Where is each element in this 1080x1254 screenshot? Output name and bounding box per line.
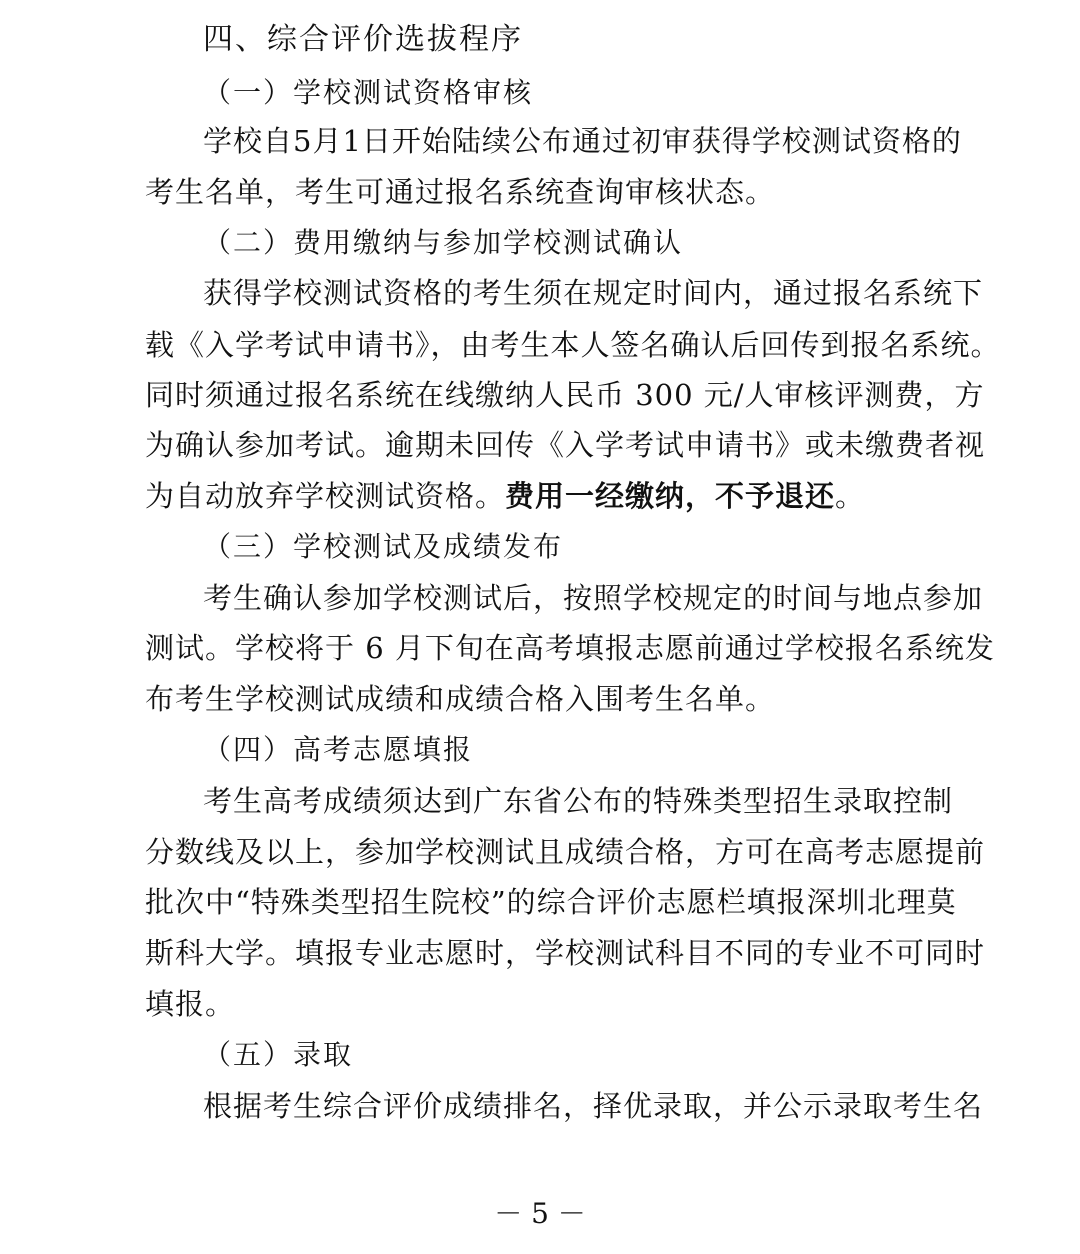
section-heading: 四、综合评价选拔程序 <box>203 22 523 57</box>
paragraph-line: 考生高考成绩须达到广东省公布的特殊类型招生录取控制 <box>203 784 954 818</box>
paragraph-line: 测试。学校将于 6 月下旬在高考填报志愿前通过学校报名系统发 <box>145 631 995 665</box>
paragraph-line: 分数线及以上，参加学校测试且成绩合格，方可在高考志愿提前 <box>145 835 986 869</box>
paragraph-line: 获得学校测试资格的考生须在规定时间内，通过报名系统下 <box>203 276 984 310</box>
paragraph-line: 填报。 <box>145 987 236 1021</box>
paragraph-line: 考生名单，考生可通过报名系统查询审核状态。 <box>145 175 776 209</box>
subsection-heading-5: （五）录取 <box>203 1038 354 1071</box>
subsection-heading-1: （一）学校测试资格审核 <box>203 76 534 109</box>
paragraph-line: 同时须通过报名系统在线缴纳人民币 300 元/人审核评测费，方 <box>145 378 985 412</box>
paragraph-line: 斯科大学。填报专业志愿时，学校测试科目不同的专业不可同时 <box>145 936 986 970</box>
paragraph-line: 根据考生综合评价成绩排名，择优录取，并公示录取考生名 <box>203 1089 984 1123</box>
paragraph-line-with-emphasis <box>145 476 865 516</box>
page-number: － 5 － <box>494 1197 586 1230</box>
paragraph-text: 为自动放弃学校测试资格。 <box>145 479 506 513</box>
subsection-heading-3: （三）学校测试及成绩发布 <box>203 530 564 563</box>
paragraph-line: 载《入学考试申请书》，由考生本人签名确认后回传到报名系统。 <box>145 328 1001 362</box>
subsection-heading-2: （二）费用缴纳与参加学校测试确认 <box>203 226 684 259</box>
paragraph-line: 考生确认参加学校测试后，按照学校规定的时间与地点参加 <box>203 581 984 615</box>
paragraph-line: 布考生学校测试成绩和成绩合格入围考生名单。 <box>145 682 776 716</box>
fee-nonrefundable-emphasis: 费用一经缴纳，不予退还 <box>505 479 836 513</box>
paragraph-line: 为确认参加考试。逾期未回传《入学考试申请书》或未缴费者视 <box>145 428 986 462</box>
paragraph-text: 。 <box>835 479 866 513</box>
paragraph-line: 批次中“特殊类型招生院校”的综合评价志愿栏填报深圳北理莫 <box>145 885 957 919</box>
subsection-heading-4: （四）高考志愿填报 <box>203 733 474 766</box>
paragraph-line: 学校自5月1日开始陆续公布通过初审获得学校测试资格的 <box>203 124 962 158</box>
